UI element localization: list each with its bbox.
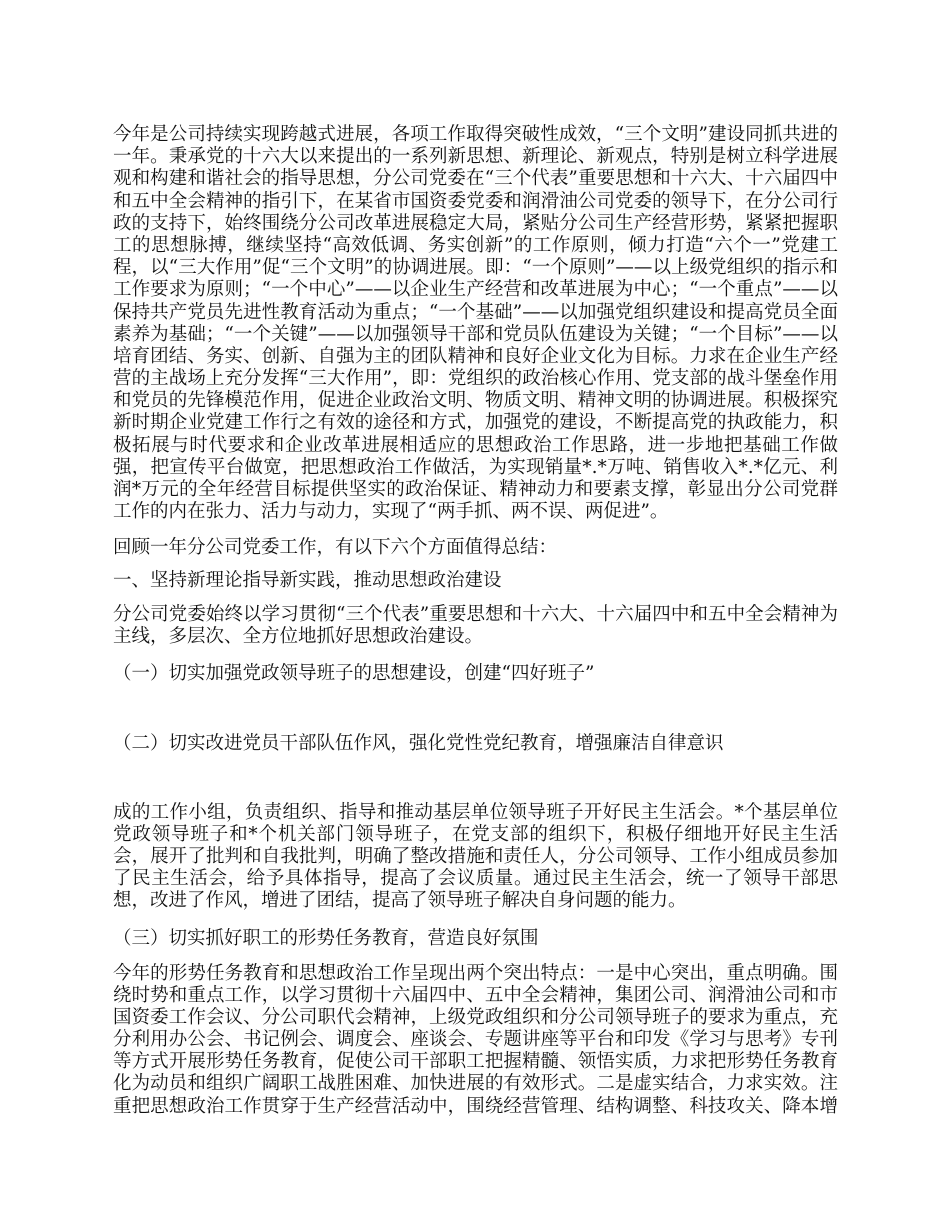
section-heading [113,570,838,592]
text-line: 重把思想政治工作贯穿于生产经营活动中，围绕经营管理、结构调整、科技攻关、降本增 [113,1095,838,1117]
text-line: 回顾一年分公司党委工作，有以下六个方面值得总结： [113,536,558,558]
text-line: 一年。秉承党的十六大以来提出的一系列新思想、新理论、新观点，特别是树立科学进展 [113,146,838,168]
text-line: 成的工作小组，负责组织、指导和推动基层单位领导班子开好民主生活会。*个基层单位 [113,801,838,823]
text-line: 了民主生活会，给予具体指导，提高了会议质量。通过民主生活会，统一了领导干部思 [113,868,838,890]
paragraph-section-intro [113,604,838,648]
paragraph-subsection-2-body [113,802,838,913]
paragraph-subsection-3-body [113,963,838,1118]
paragraph-intro [113,124,838,523]
subsection-3-heading [113,928,838,950]
text-line: 化为动员和组织广阔职工战胜困难、加快进展的有效形式。二是虚实结合，力求实效。注 [113,1073,838,1095]
subsection-2-heading [113,733,838,755]
text-line: 会，展开了批判和自我批判，明确了整改措施和责任人，分公司领导、工作小组成员参加 [113,845,838,867]
text-line: 和五中全会精神的指引下，在某省市国资委党委和润滑油公司党委的领导下，在分公司行 [113,190,838,212]
text-line: 国资委工作会议、分公司职代会精神，上级党政组织和分公司领导班子的要求为重点，充 [113,1006,838,1028]
text-line: 今年的形势任务教育和思想政治工作呈现出两个突出特点：一是中心突出，重点明确。围 [113,962,838,984]
text-line: 分利用办公会、书记例会、调度会、座谈会、专题讲座等平台和印发《学习与思考》专刊 [113,1029,838,1051]
text-line: 培育团结、务实、创新、自强为主的团队精神和良好企业文化为目标。力求在企业生产经 [113,345,838,367]
text-line: 营的主战场上充分发挥“三大作用”，即：党组织的政治核心作用、党支部的战斗堡垒作用 [113,368,838,390]
document-body [113,124,838,1118]
text-line: （一）切实加强党政领导班子的思想建设，创建“四好班子” [113,662,595,684]
text-line: 和党员的先锋模范作用，促进企业政治文明、物质文明、精神文明的协调进展。积极探究 [113,390,838,412]
text-line: 一、坚持新理论指导新实践，推动思想政治建设 [113,570,502,592]
text-line: 新时期企业党建工作行之有效的途径和方式，加强党的建设，不断提高党的执政能力，积 [113,412,838,434]
text-line: 分公司党委始终以学习贯彻“三个代表”重要思想和十六大、十六届四中和五中全会精神为 [113,603,838,625]
text-line: 极拓展与时代要求和企业改革进展相适应的思想政治工作思路，进一步地把基础工作做 [113,434,838,456]
text-line: 今年是公司持续实现跨越式进展，各项工作取得突破性成效，“三个文明”建设同抓共进的 [113,124,838,145]
text-line: 工的思想脉搏，继续坚持“高效低调、务实创新”的工作原则，倾力打造“六个一”党建工 [113,234,838,256]
text-line: 等方式开展形势任务教育，促使公司干部职工把握精髓、领悟实质，力求把形势任务教育 [113,1051,838,1073]
text-line: 观和构建和谐社会的指导思想，分公司党委在“三个代表”重要思想和十六大、十六届四中 [113,168,838,190]
text-line: 保持共产党员先进性教育活动为重点；“一个基础”——以加强党组织建设和提高党员全面 [113,301,838,323]
text-line: 强，把宣传平台做宽，把思想政治工作做活，为实现销量*.*万吨、销售收入*.*亿元、利 [113,456,838,478]
text-line: 党政领导班子和*个机关部门领导班子，在党支部的组织下，积极仔细地开好民主生活 [113,823,838,845]
text-line: （二）切实改进党员干部队伍作风，强化党性党纪教育，增强廉洁自律意识 [113,733,724,755]
text-line: 素养为基础；“一个关键”——以加强领导干部和党员队伍建设为关键；“一个目标”——以 [113,323,838,345]
text-line: 政的支持下，始终围绕分公司改革进展稳定大局，紧贴分公司生产经营形势，紧紧把握职 [113,212,838,234]
text-line: 想，改进了作风，增进了团结，提高了领导班子解决自身问题的能力。 [113,890,687,912]
text-line: 程，以“三大作用”促“三个文明”的协调进展。即：“一个原则”——以上级党组织的指示和 [113,257,838,279]
subsection-1-heading [113,663,838,685]
text-line: 工作要求为原则；“一个中心”——以企业生产经营和改革进展为中心；“一个重点”——以 [113,279,838,301]
text-line: （三）切实抓好职工的形势任务教育，营造良好氛围 [113,927,539,949]
text-line: 润*万元的全年经营目标提供坚实的政治保证、精神动力和要素支撑，彰显出分公司党群 [113,479,838,500]
text-line: 主线，多层次、全方位地抓好思想政治建设。 [113,625,484,647]
text-line: 绕时势和重点工作，以学习贯彻十六届四中、五中全会精神，集团公司、润滑油公司和市 [113,984,838,1006]
text-line: 工作的内在张力、活力与动力，实现了“两手抓、两不误、两促进”。 [113,501,669,523]
paragraph-summary-lead [113,537,838,559]
